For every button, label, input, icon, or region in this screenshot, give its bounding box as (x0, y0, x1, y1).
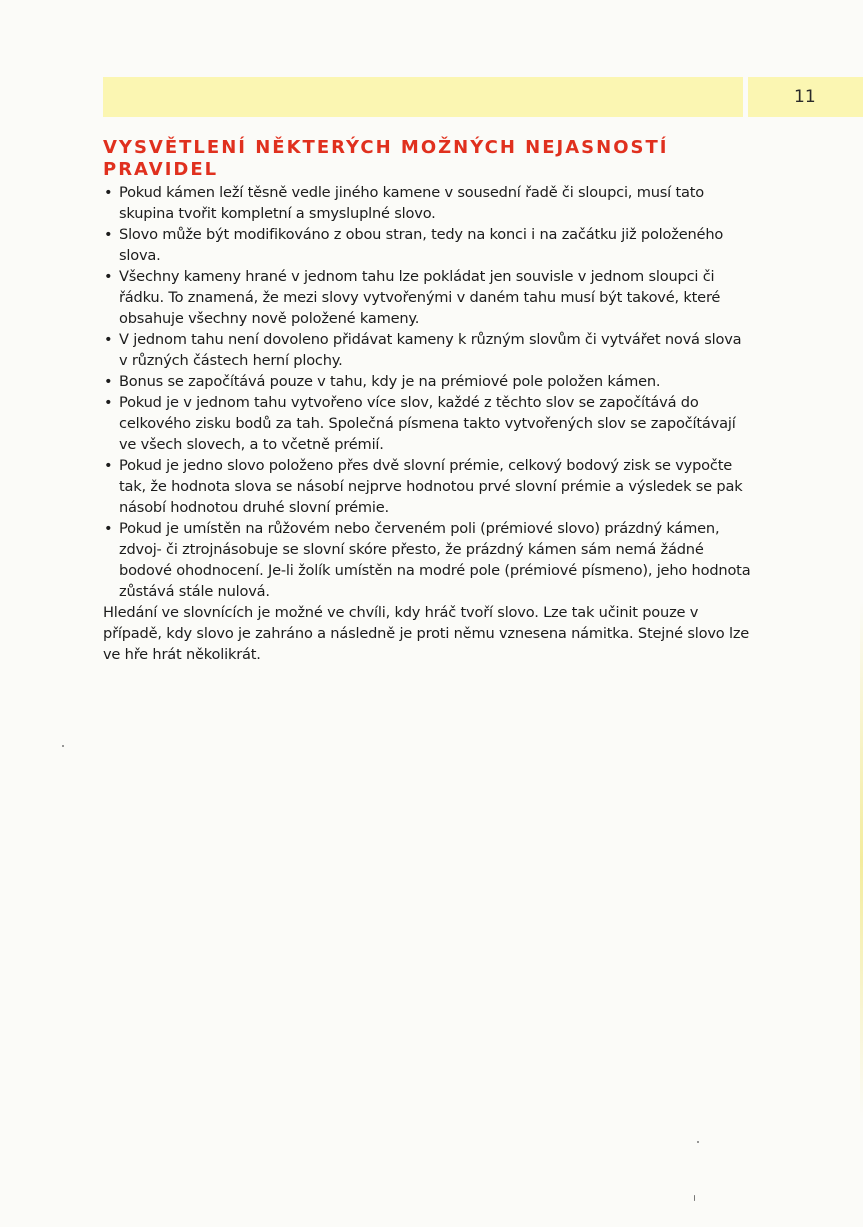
list-item: • Pokud je jedno slovo položeno přes dvě slovní prémie, celkový bodový zisk se vypočte tak, že hodnota slova se násobí nejprve hodnotou prvé slovní prémie a výsledek se pak násobí hodnotou druhé slovní prémie. (103, 455, 753, 518)
list-item: • Všechny kameny hrané v jednom tahu lze pokládat jen souvisle v jednom sloupci či řádku. To znamená, že mezi slovy vytvořenými v daném tahu musí být takové, které obsahuje všechny nově položené kameny. (103, 266, 753, 329)
list-item: • Pokud je umístěn na růžovém nebo červeném poli (prémiové slovo) prázdný kámen, zdvoj- či ztrojnásobuje se slovní skóre přesto, že prázdný kámen sám nemá žádné bodové ohodnocení. Je-li žolík umístěn na modré pole (prémiové písmeno), jeho hodnota zůstává stále nulová. (103, 518, 753, 602)
list-item: • Pokud je v jednom tahu vytvořeno více slov, každé z těchto slov se započítává do celkového zisku bodů za tah. Společná písmena takto vytvořených slov se započítávají ve všech slovech, a to včetně prémií. (103, 392, 753, 455)
list-item: • Slovo může být modifikováno z obou stran, tedy na konci i na začátku již položeného slova. (103, 224, 753, 266)
scan-speck (694, 1195, 695, 1201)
scan-speck (62, 745, 64, 747)
section-heading: VYSVĚTLENÍ NĚKTERÝCH MOŽNÝCH NEJASNOSTÍ PRAVIDEL (103, 137, 669, 180)
list-item: • V jednom tahu není dovoleno přidávat kameny k různým slovům či vytvářet nová slova v různých částech herní plochy. (103, 329, 753, 371)
header-band (103, 77, 743, 117)
rules-content (103, 182, 753, 665)
scan-speck (697, 1141, 699, 1143)
list-item: • Pokud kámen leží těsně vedle jiného kamene v sousední řadě či sloupci, musí tato skupina tvořit kompletní a smysluplné slovo. (103, 182, 753, 224)
closing-paragraph: Hledání ve slovnících je možné ve chvíli, kdy hráč tvoří slovo. Lze tak učinit pouze v případě, kdy slovo je zahráno a následně je proti němu vznesena námitka. Stejné slovo lze ve hře hrát několikrát. (103, 604, 750, 663)
page-number: 11 (794, 87, 816, 107)
list-item: • Bonus se započítává pouze v tahu, kdy je na prémiové pole položen kámen. (103, 371, 753, 392)
rules-list (103, 182, 753, 602)
